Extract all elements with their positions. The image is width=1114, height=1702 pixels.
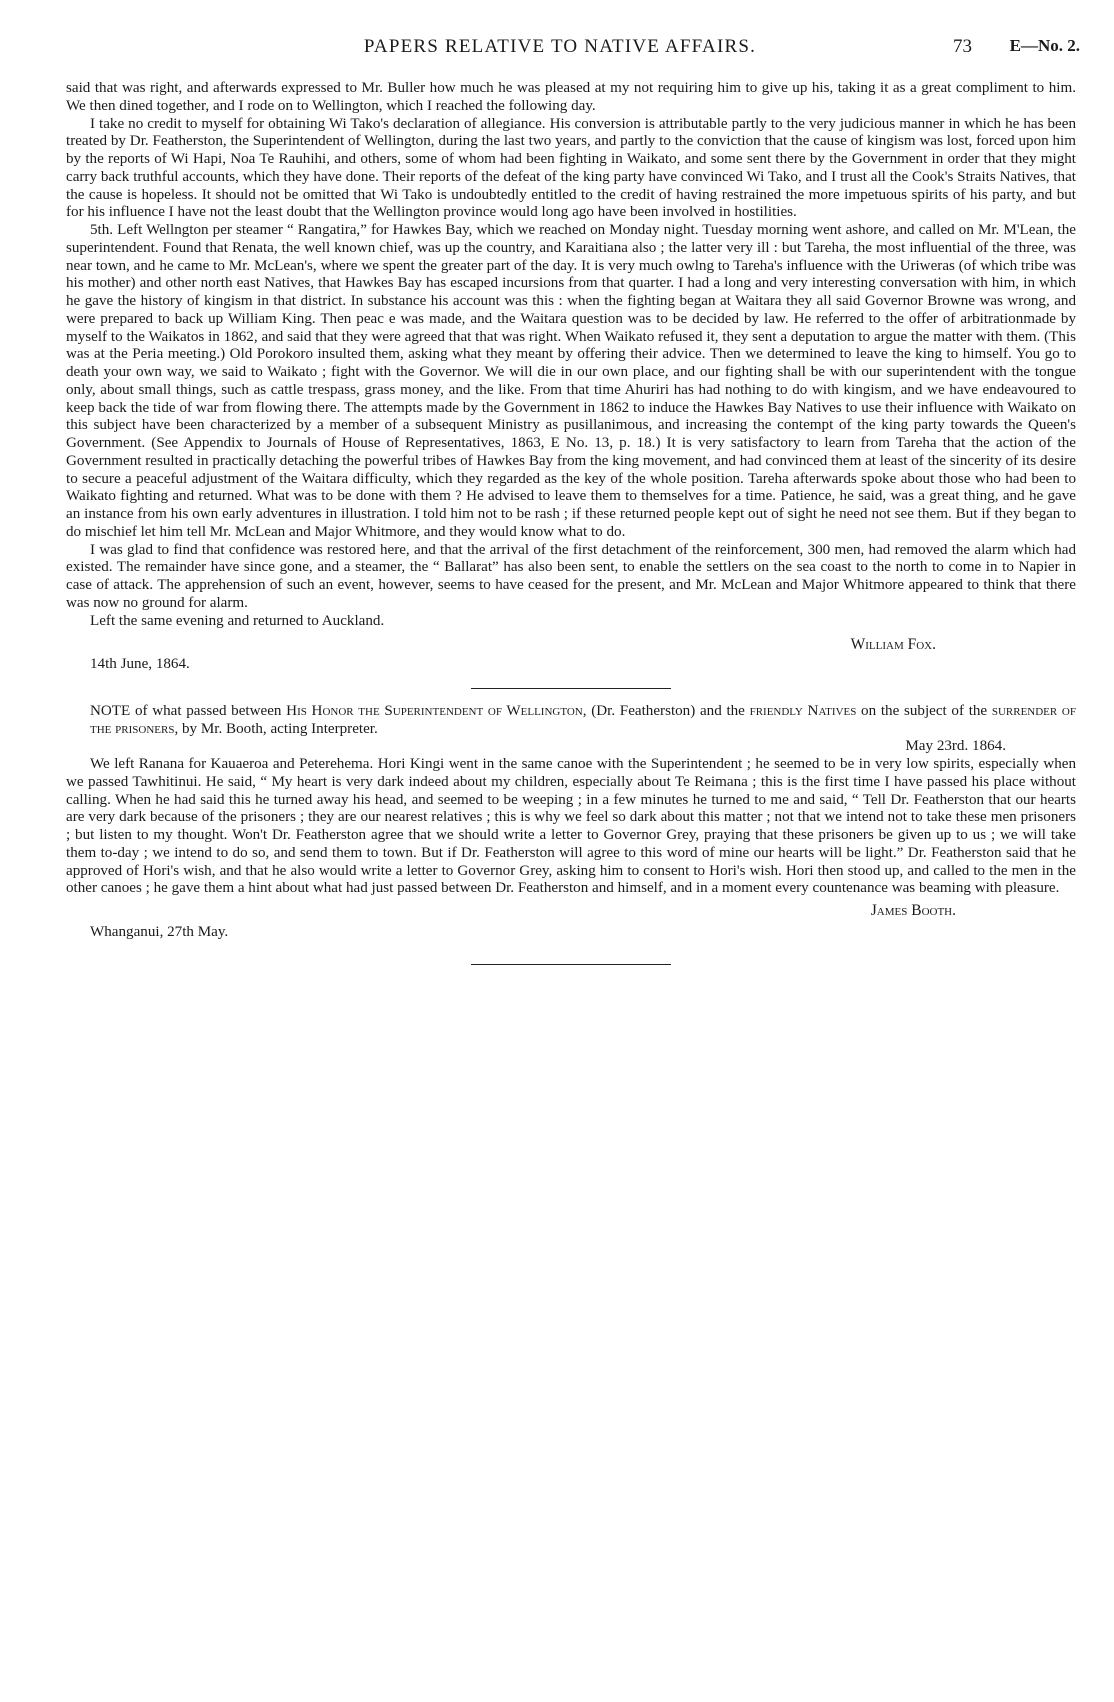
note-heading-text-4: by Mr. Booth, acting Interpreter. <box>178 720 378 737</box>
note-heading-text-3: on the subject of the <box>856 702 992 719</box>
report-paragraph-4: I was glad to find that confidence was restored here, and that the arrival of the first detachment of the reinforcement, 300 men, had removed the alarm which had existed. The remainder have since gone, and a steamer, the “ Ballarat” has also been sent, to enable the settlers on the sea coast to the north to come in to Napier in case of attack. The apprehension of such an event, however, seems to have ceased for the present, and Mr. McLean and Major Whitmore appeared to think that there was now no ground for alarm. <box>66 541 1076 611</box>
page-body <box>66 80 1076 965</box>
note-paragraph: We left Ranana for Kauaeroa and Peterehema. Hori Kingi went in the same canoe with the Superintendent ; he seemed to be in very low spirits, especially when we passed Tawhitinui. He said, “ My heart is very dark indeed about my children, especially about Te Reimana ; this is the first time I have passed his place without calling. When he had said this he turned away his head, and seemed to be weeping ; in a few minutes he turned to me and said, “ Tell Dr. Featherston that our hearts are very dark because of the prisoners ; they are our nearest relatives ; this is why we feel so dark about this matter ; not that we intend not to take these men prisoners ; but listen to my thought. Won't Dr. Featherston agree that we should write a letter to Governor Grey, praying that these prisoners be given up to us ; we will take them to-day ; we intend to do so, and send them to town. But if Dr. Featherston will agree to this word of mine our hearts will be light.” Dr. Featherston said that he approved of Hori's wish, and that he also would write a letter to Governor Grey, asking him to consent to Hori's wish. Hori then stood up, and called to the men in the other canoes ; he gave them a hint about what had just passed between Dr. Featherston and himself, and in a moment every countenance was beaming with pleasure. <box>66 756 1076 897</box>
note-place-date: Whanganui, 27th May. <box>90 923 229 940</box>
page-header <box>40 36 1080 62</box>
note-heading-smallcaps-2: friendly Natives <box>749 702 857 719</box>
report-paragraph-1: said that was right, and afterwards expressed to Mr. Buller how much he was pleased at my not requiring him to give up his, taking it as a great compliment to him. We then dined together, and I rode on to Wellington, which I reached the following day. <box>66 80 1076 114</box>
document-reference: E—No. 2. <box>1009 36 1080 55</box>
report-signature: William Fox. <box>850 636 936 654</box>
section-divider <box>471 688 671 689</box>
running-title: PAPERS RELATIVE TO NATIVE AFFAIRS. <box>363 36 757 57</box>
note-heading <box>66 703 1076 739</box>
report-paragraph-2: I take no credit to myself for obtaining Wi Tako's declaration of allegiance. His conversion is attributable partly to the very judicious manner in which he has been treated by Dr. Featherston, the Superintendent of Wellington, during the last two years, and partly to the conviction that the cause of kingism was lost, forced upon him by the reports of Wi Hapi, Noa Te Rauhihi, and others, some of whom had been fighting in Waikato, and some sent there by the Government in order that they might carry back truthful accounts, which they have done. Their reports of the defeat of the king party have convinced Wi Tako, and I trust all the Cook's Straits Natives, that the cause is hopeless. It should not be omitted that Wi Tako is undoubtedly entitled to the credit of having restrained the more impetuous spirits of his party, and but for his influence I have not the least doubt that the Wellington province would long ago have been involved in hostilities. <box>66 115 1076 221</box>
report-paragraph-5: Left the same evening and returned to Auckland. <box>90 612 385 629</box>
note-heading-smallcaps-1: His Honor the Superintendent of Wellington, <box>286 702 587 719</box>
end-divider <box>471 964 671 965</box>
report-date: 14th June, 1864. <box>90 656 190 672</box>
note-heading-smallcaps-3: surrender of the prisoners, <box>90 702 1076 737</box>
note-signature: James Booth. <box>870 902 956 919</box>
note-date: May 23rd. 1864. <box>905 738 1006 755</box>
note-heading-text-1: of what passed between <box>130 702 287 719</box>
page-number: 73 <box>953 36 972 57</box>
note-lead-word: NOTE <box>90 702 131 719</box>
note-heading-text-2: (Dr. Featherston) and the <box>586 702 750 719</box>
report-paragraph-3: 5th. Left Wellngton per steamer “ Rangatira,” for Hawkes Bay, which we reached on Monday night. Tuesday morning went ashore, and called on Mr. M'Lean, the superintendent. Found that Renata, the well known chief, was up the country, and Karaitiana also ; the latter very ill : but Tareha, the most influential of the three, was near town, and he came to Mr. McLean's, where we spent the greater part of the day. It is very much owlng to Tareha's influence with the Uriweras (of which tribe was his mother) and other north east Natives, that Hawkes Bay has escaped incursions from that quarter. I had a long and very interesting conversation with him, in which he gave the history of kingism in that district. In substance his account was this : when the fighting began at Waitara they all said Governor Browne was wrong, and were prepared to back up William King. Then peac e was made, and the Waitara question was to be decided by law. He referred to the offer of arbitrationmade by myself to the Waikatos in 1862, and said that they were agreed that that was right. When Waikato refused it, they sent a deputation to argue the matter with them. (This was at the Peria meeting.) Old Porokoro insulted them, asking what they meant by offering their advice. Then we determined to leave the king to himself. You go to death your own way, we said to Waikato ; fight with the Governor. We will die in our own place, and our fighting shall be with our superintendent with the tongue only, about small things, such as cattle trespass, grass money, and the like. From that time Ahuriri has had nothing to do with kingism, and we have endeavoured to keep back the tide of war from flowing there. The attempts made by the Government in 1862 to induce the Hawkes Bay Natives to use their influence with Waikato on this subject have been characterized by a member of a subsequent Ministry as pusillanimous, and increasing the contempt of the king party towards the Queen's Government. (See Appendix to Journals of House of Representatives, 1863, E No. 13, p. 18.) It is very satisfactory to learn from Tareha that the action of the Government resulted in practically detaching the powerful tribes of Hawkes Bay from the king movement, and had convinced them at least of the sincerity of its desire to secure a peaceful adjustment of the Waitara difficulty, which they regarded as the key of the whole position. Tareha afterwards spoke about those who had been to Waikato fighting and returned. What was to be done with them ? He advised to leave them to themselves for a time. Patience, he said, was a great thing, and he gave an instance from his own early adventures in illustration. I told him not to be rash ; if these returned people kept out of sight he need not see them. But if they began to do mischief let him tell Mr. McLean and Major Whitmore, and they would know what to do. <box>66 222 1076 540</box>
